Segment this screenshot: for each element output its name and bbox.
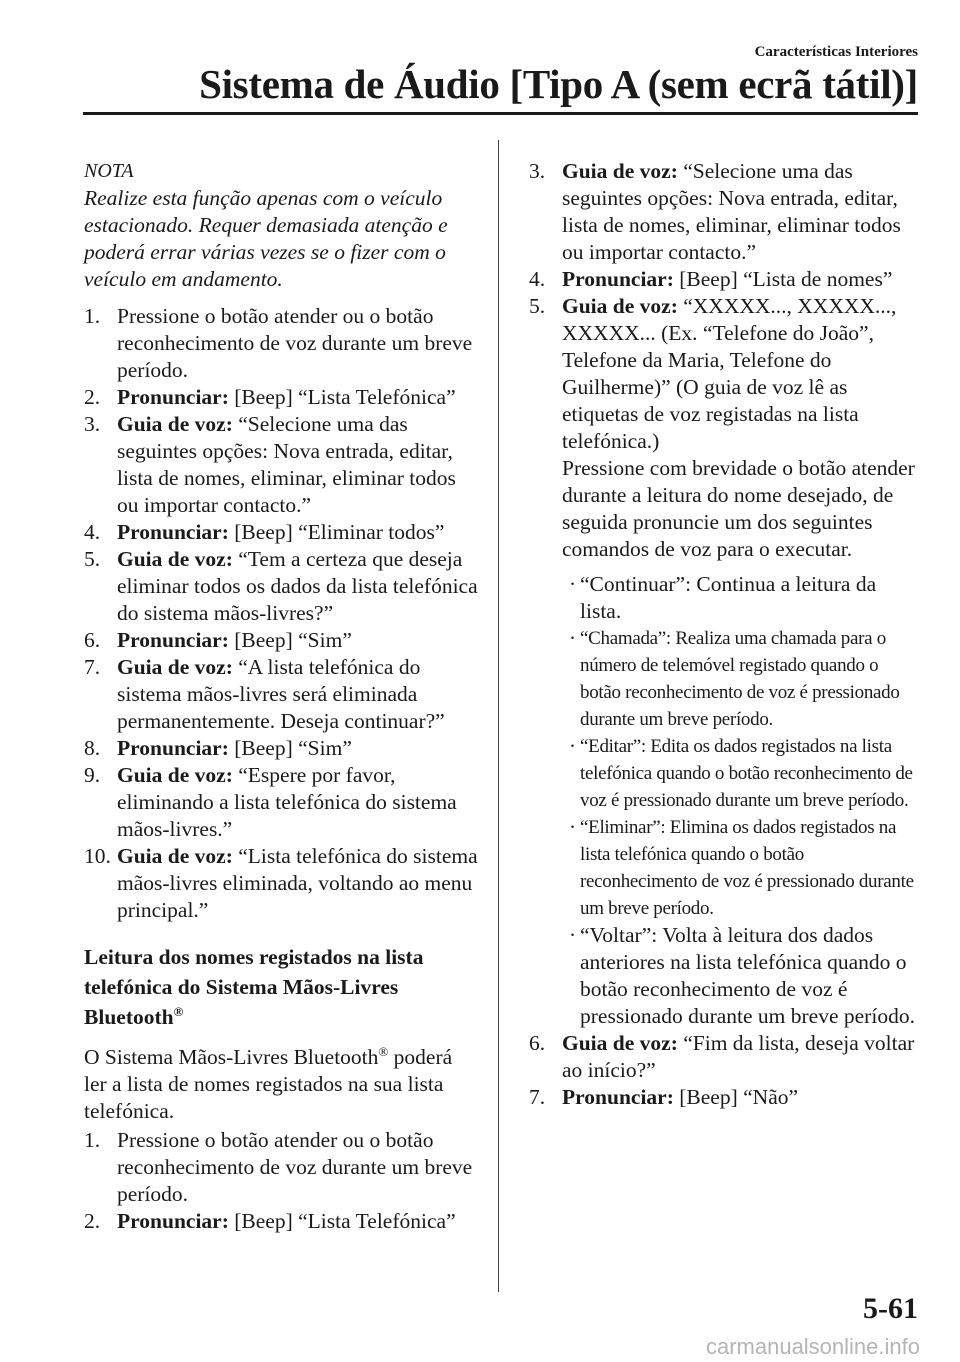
step-text (117, 519, 478, 546)
step-number: 8. (84, 736, 101, 760)
step-first-paragraph (562, 293, 921, 455)
step-number: 1. (84, 1128, 101, 1152)
step-content: [Beep] “Lista de nomes” (673, 267, 893, 291)
step-item (84, 654, 478, 735)
column-divider (498, 140, 499, 1292)
heading-line: telefónica do Sistema Mãos-Livres (84, 975, 399, 999)
registered-mark: ® (173, 1003, 184, 1019)
step-item (84, 519, 478, 546)
step-number: 6. (529, 1031, 546, 1055)
heading-brand: Bluetooth (84, 1005, 174, 1029)
step-content: Pressione o botão atender ou o botão reconhecimento de voz durante um breve período. (117, 1128, 473, 1206)
left-column (84, 158, 478, 1235)
step-number: 5. (84, 547, 101, 571)
step-content: [Beep] “Lista Telefónica” (228, 385, 456, 409)
registered-mark: ® (378, 1043, 389, 1059)
note-title: NOTA (84, 160, 134, 182)
step-item (84, 762, 478, 843)
step-text (562, 1030, 921, 1084)
step-item (529, 158, 921, 266)
step-text (117, 843, 478, 924)
step-text (117, 735, 478, 762)
step-item (529, 1030, 921, 1084)
step-item (84, 735, 478, 762)
step-content: “Lista telefónica do sistema mãos-livres eliminada, voltando ao menu principal.” (117, 844, 478, 922)
step-text (562, 1084, 921, 1111)
step-text (562, 293, 921, 1030)
step-content: Pressione o botão atender ou o botão reconhecimento de voz durante um breve período. (117, 304, 473, 382)
list-item (562, 922, 921, 1030)
step-label: Pronunciar: (117, 385, 229, 409)
bullet-icon: · (569, 626, 576, 650)
step-text (562, 266, 921, 293)
step-text (117, 546, 478, 627)
step-number: 2. (84, 385, 101, 409)
step-content: “Tem a certeza que deseja eliminar todos os dados da lista telefónica do sistema mãos-livres?” (117, 547, 478, 625)
list-item (562, 625, 921, 733)
step-label: Pronunciar: (562, 1085, 674, 1109)
step-label: Pronunciar: (562, 267, 674, 291)
bullet-text: “Editar”: Edita os dados registados na lista telefónica quando o botão reconhecimento de voz é pressionado durante um breve período. (580, 736, 913, 811)
step-text (117, 1208, 478, 1235)
step-content: [Beep] “Lista Telefónica” (228, 1209, 456, 1233)
list-item (562, 814, 921, 922)
steps-list-delete (84, 303, 478, 924)
bullet-text: “Voltar”: Volta à leitura dos dados anteriores na lista telefónica quando o botão reconhecimento de voz é pressionado durante um breve período. (580, 923, 915, 1028)
list-item (562, 571, 921, 625)
step-number: 10. (84, 844, 111, 868)
step-label: Guia de voz: (117, 844, 233, 868)
step-item (84, 303, 478, 384)
heading-line: Leitura dos nomes registados na lista (84, 945, 424, 969)
bullet-text: “Chamada”: Realiza uma chamada para o número de telemóvel registado quando o botão reconhecimento de voz é pressionado durante um breve período. (580, 628, 900, 730)
step-content: “Selecione uma das seguintes opções: Nova entrada, editar, lista de nomes, eliminar, eliminar todos ou importar contacto.” (117, 412, 456, 517)
step-number: 3. (84, 412, 101, 436)
page-number: 5-61 (863, 1292, 918, 1325)
step-item (84, 627, 478, 654)
watermark: carmanualsonline.info (705, 1334, 920, 1359)
step-content: [Beep] “Sim” (228, 736, 352, 760)
step-label: Guia de voz: (117, 412, 233, 436)
step-text (117, 654, 478, 735)
step-content: “Selecione uma das seguintes opções: Nova entrada, editar, lista de nomes, eliminar, eliminar todos ou importar contacto.” (562, 159, 901, 264)
step-label: Pronunciar: (117, 520, 229, 544)
step-item (84, 411, 478, 519)
step-number: 5. (529, 294, 546, 318)
list-item (562, 733, 921, 814)
right-column (529, 158, 921, 1111)
step-number: 9. (84, 763, 101, 787)
step-content: “XXXXX..., XXXXX..., XXXXX... (Ex. “Telefone do João”, Telefone da Maria, Telefone do Guilherme)” (O guia de voz lê as etiquetas de voz registadas na lista telefónica.) (562, 294, 897, 453)
step-second-paragraph: Pressione com brevidade o botão atender durante a leitura do nome desejado, de seguida pronuncie um dos seguintes comandos de voz para o executar. (562, 456, 915, 561)
bullet-icon: · (569, 815, 576, 839)
step-number: 4. (84, 520, 101, 544)
section-heading (84, 942, 478, 1032)
step-text (117, 303, 478, 384)
bullet-text: “Continuar”: Continua a leitura da lista. (580, 572, 877, 623)
header-rule (83, 112, 918, 115)
step-number: 1. (84, 304, 101, 328)
step-item (84, 546, 478, 627)
command-list (562, 571, 921, 1030)
heading-line (84, 1002, 478, 1032)
step-item (84, 1208, 478, 1235)
bullet-icon: · (569, 572, 576, 596)
step-item (84, 384, 478, 411)
step-label: Guia de voz: (562, 159, 678, 183)
step-content: “Espere por favor, eliminando a lista telefónica do sistema mãos-livres.” (117, 763, 457, 841)
step-number: 4. (529, 267, 546, 291)
step-label: Guia de voz: (117, 547, 233, 571)
step-item (84, 1127, 478, 1208)
intro-text-a: O Sistema Mãos-Livres Bluetooth (84, 1045, 379, 1069)
step-content: [Beep] “Sim” (228, 628, 352, 652)
step-text (117, 627, 478, 654)
bullet-icon: · (569, 923, 576, 947)
step-item (529, 1084, 921, 1111)
step-text (117, 411, 478, 519)
step-item (529, 293, 921, 1030)
step-number: 2. (84, 1209, 101, 1233)
page-title: Sistema de Áudio [Tipo A (sem ecrã tátil)] (199, 61, 918, 107)
step-item (529, 266, 921, 293)
note-text: Realize esta função apenas com o veículo estacionado. Requer demasiada atenção e poderá errar várias vezes se o fizer com o veículo em andamento. (84, 186, 448, 291)
step-item (84, 843, 478, 924)
step-label: Guia de voz: (117, 763, 233, 787)
step-content: [Beep] “Eliminar todos” (228, 520, 445, 544)
bullet-icon: · (569, 734, 576, 758)
step-number: 6. (84, 628, 101, 652)
step-label: Guia de voz: (117, 655, 233, 679)
step-text (117, 762, 478, 843)
step-label: Guia de voz: (562, 294, 678, 318)
step-text (117, 384, 478, 411)
step-number: 7. (84, 655, 101, 679)
step-label: Pronunciar: (117, 628, 229, 652)
bullet-text: “Eliminar”: Elimina os dados registados na lista telefónica quando o botão reconhecimento de voz é pressionado durante um breve período. (580, 817, 914, 919)
step-text (117, 1127, 478, 1208)
intro-text-b: poderá ler a lista de nomes registados na sua lista telefónica. (84, 1045, 453, 1123)
step-content: “A lista telefónica do sistema mãos-livres será eliminada permanentemente. Deseja continuar?” (117, 655, 445, 733)
section-label: Características Interiores (754, 44, 918, 60)
step-number: 7. (529, 1085, 546, 1109)
step-label: Guia de voz: (562, 1031, 678, 1055)
step-text (562, 158, 921, 266)
steps-list-read (84, 1127, 478, 1235)
step-content: “Fim da lista, deseja voltar ao início?” (562, 1031, 915, 1082)
step-label: Pronunciar: (117, 736, 229, 760)
intro-paragraph (84, 1044, 478, 1125)
step-number: 3. (529, 159, 546, 183)
step-content: [Beep] “Não” (673, 1085, 799, 1109)
step-label: Pronunciar: (117, 1209, 229, 1233)
